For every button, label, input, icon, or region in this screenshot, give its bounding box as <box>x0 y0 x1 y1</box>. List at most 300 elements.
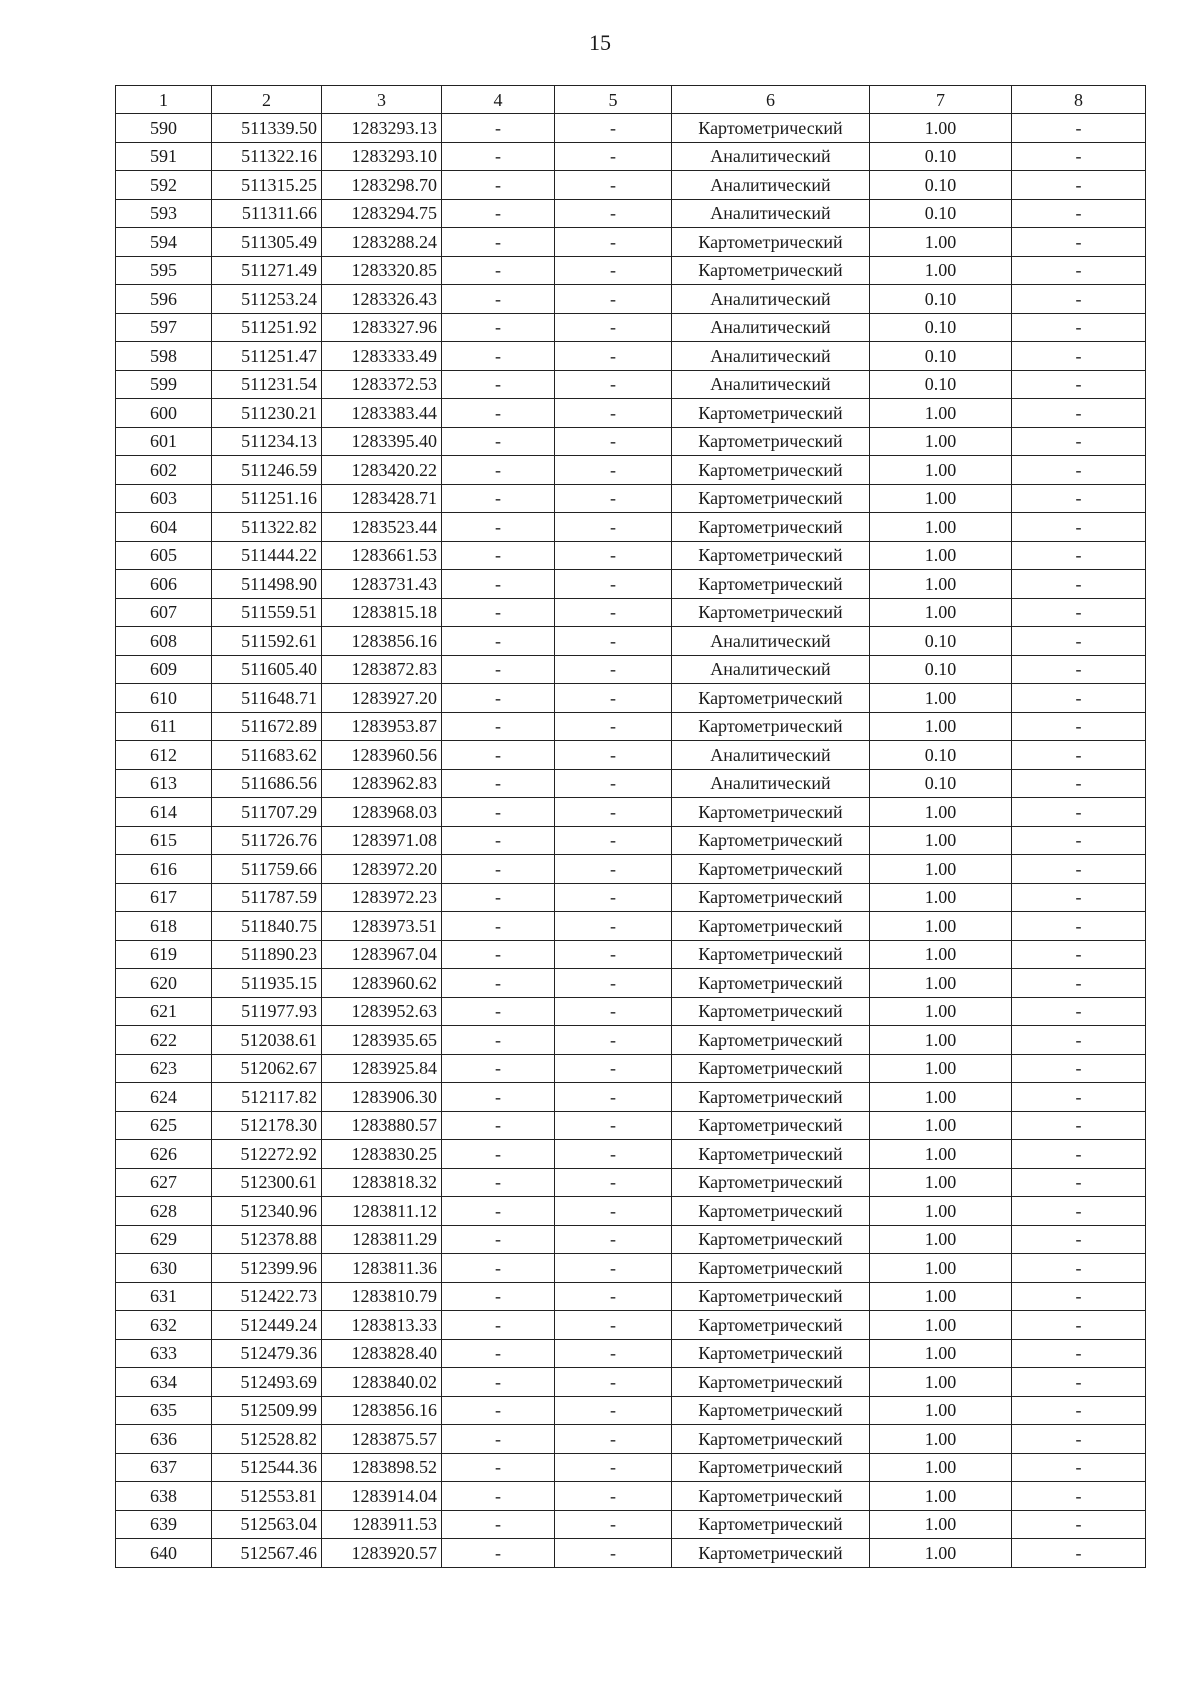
table-cell-col-4: - <box>442 370 555 399</box>
table-cell-col-6: Картометрический <box>672 826 870 855</box>
table-cell-col-1: 604 <box>116 513 212 542</box>
table-cell-col-2: 511648.71 <box>212 684 322 713</box>
table-cell-col-4: - <box>442 1425 555 1454</box>
table-row <box>116 741 1146 770</box>
table-cell-col-5: - <box>555 855 672 884</box>
table-cell-col-6: Картометрический <box>672 114 870 143</box>
table-cell-col-8: - <box>1012 912 1146 941</box>
table-row <box>116 598 1146 627</box>
table-cell-col-7: 0.10 <box>870 199 1012 228</box>
table-cell-col-5: - <box>555 940 672 969</box>
table-cell-col-1: 632 <box>116 1311 212 1340</box>
table-cell-col-7: 1.00 <box>870 114 1012 143</box>
table-cell-col-8: - <box>1012 798 1146 827</box>
table-row <box>116 1054 1146 1083</box>
table-cell-col-2: 512300.61 <box>212 1168 322 1197</box>
table-row <box>116 1453 1146 1482</box>
table-row <box>116 940 1146 969</box>
table-row <box>116 1197 1146 1226</box>
table-cell-col-1: 614 <box>116 798 212 827</box>
table-cell-col-6: Картометрический <box>672 1083 870 1112</box>
table-cell-col-8: - <box>1012 655 1146 684</box>
table-cell-col-8: - <box>1012 684 1146 713</box>
table-cell-col-8: - <box>1012 228 1146 257</box>
table-cell-col-5: - <box>555 1453 672 1482</box>
table-cell-col-3: 1283880.57 <box>322 1111 442 1140</box>
table-cell-col-8: - <box>1012 1396 1146 1425</box>
table-cell-col-1: 619 <box>116 940 212 969</box>
table-cell-col-1: 598 <box>116 342 212 371</box>
table-cell-col-4: - <box>442 570 555 599</box>
table-cell-col-3: 1283911.53 <box>322 1510 442 1539</box>
table-cell-col-1: 636 <box>116 1425 212 1454</box>
table-cell-col-8: - <box>1012 256 1146 285</box>
table-cell-col-7: 1.00 <box>870 883 1012 912</box>
table-cell-col-1: 597 <box>116 313 212 342</box>
table-cell-col-4: - <box>442 399 555 428</box>
table-cell-col-1: 592 <box>116 171 212 200</box>
table-cell-col-6: Картометрический <box>672 712 870 741</box>
table-cell-col-7: 0.10 <box>870 769 1012 798</box>
table-row <box>116 1396 1146 1425</box>
table-cell-col-8: - <box>1012 1453 1146 1482</box>
table-cell-col-2: 511251.92 <box>212 313 322 342</box>
table-row <box>116 912 1146 941</box>
table-cell-col-3: 1283372.53 <box>322 370 442 399</box>
table-cell-col-3: 1283298.70 <box>322 171 442 200</box>
table-cell-col-4: - <box>442 1225 555 1254</box>
table-cell-col-7: 0.10 <box>870 171 1012 200</box>
table-cell-col-8: - <box>1012 969 1146 998</box>
table-cell-col-7: 1.00 <box>870 798 1012 827</box>
table-cell-col-5: - <box>555 798 672 827</box>
table-cell-col-3: 1283967.04 <box>322 940 442 969</box>
table-cell-col-7: 1.00 <box>870 1425 1012 1454</box>
table-cell-col-4: - <box>442 142 555 171</box>
table-cell-col-6: Картометрический <box>672 399 870 428</box>
table-cell-col-1: 609 <box>116 655 212 684</box>
table-row <box>116 313 1146 342</box>
table-cell-col-3: 1283927.20 <box>322 684 442 713</box>
table-cell-col-5: - <box>555 1026 672 1055</box>
table-cell-col-4: - <box>442 1197 555 1226</box>
table-cell-col-3: 1283828.40 <box>322 1339 442 1368</box>
table-cell-col-6: Аналитический <box>672 199 870 228</box>
table-cell-col-2: 512378.88 <box>212 1225 322 1254</box>
table-row <box>116 285 1146 314</box>
column-header-8: 8 <box>1012 86 1146 114</box>
table-cell-col-6: Картометрический <box>672 541 870 570</box>
table-cell-col-7: 1.00 <box>870 1339 1012 1368</box>
table-cell-col-4: - <box>442 741 555 770</box>
table-cell-col-3: 1283293.13 <box>322 114 442 143</box>
table-cell-col-6: Картометрический <box>672 1368 870 1397</box>
table-cell-col-2: 512528.82 <box>212 1425 322 1454</box>
table-cell-col-7: 1.00 <box>870 684 1012 713</box>
table-cell-col-6: Картометрический <box>672 969 870 998</box>
table-cell-col-2: 511322.16 <box>212 142 322 171</box>
table-row <box>116 570 1146 599</box>
table-cell-col-7: 1.00 <box>870 570 1012 599</box>
table-cell-col-1: 621 <box>116 997 212 1026</box>
table-cell-col-4: - <box>442 1140 555 1169</box>
table-cell-col-3: 1283840.02 <box>322 1368 442 1397</box>
table-row <box>116 199 1146 228</box>
table-cell-col-8: - <box>1012 1482 1146 1511</box>
table-cell-col-6: Аналитический <box>672 655 870 684</box>
table-cell-col-5: - <box>555 912 672 941</box>
table-row <box>116 1083 1146 1112</box>
table-cell-col-7: 1.00 <box>870 1054 1012 1083</box>
table-cell-col-4: - <box>442 1026 555 1055</box>
table-cell-col-1: 601 <box>116 427 212 456</box>
table-cell-col-7: 1.00 <box>870 1140 1012 1169</box>
table-cell-col-2: 511231.54 <box>212 370 322 399</box>
table-cell-col-1: 593 <box>116 199 212 228</box>
table-cell-col-5: - <box>555 1254 672 1283</box>
table-cell-col-1: 616 <box>116 855 212 884</box>
table-cell-col-2: 512553.81 <box>212 1482 322 1511</box>
table-cell-col-7: 0.10 <box>870 655 1012 684</box>
table-cell-col-5: - <box>555 1225 672 1254</box>
table-row <box>116 769 1146 798</box>
table-cell-col-3: 1283872.83 <box>322 655 442 684</box>
table-cell-col-4: - <box>442 1054 555 1083</box>
table-cell-col-4: - <box>442 855 555 884</box>
table-cell-col-7: 0.10 <box>870 370 1012 399</box>
table-row <box>116 997 1146 1026</box>
table-row <box>116 1225 1146 1254</box>
table-cell-col-5: - <box>555 456 672 485</box>
table-cell-col-2: 511305.49 <box>212 228 322 257</box>
table-row <box>116 1168 1146 1197</box>
table-cell-col-5: - <box>555 541 672 570</box>
coordinates-table <box>115 85 1146 1568</box>
table-cell-col-5: - <box>555 427 672 456</box>
table-cell-col-2: 511498.90 <box>212 570 322 599</box>
table-cell-col-6: Картометрический <box>672 598 870 627</box>
table-cell-col-7: 1.00 <box>870 598 1012 627</box>
table-cell-col-6: Картометрический <box>672 427 870 456</box>
table-cell-col-4: - <box>442 513 555 542</box>
table-cell-col-4: - <box>442 456 555 485</box>
table-cell-col-3: 1283962.83 <box>322 769 442 798</box>
table-cell-col-2: 511444.22 <box>212 541 322 570</box>
table-cell-col-2: 512449.24 <box>212 1311 322 1340</box>
table-cell-col-5: - <box>555 655 672 684</box>
table-cell-col-6: Картометрический <box>672 513 870 542</box>
table-cell-col-4: - <box>442 541 555 570</box>
table-cell-col-1: 594 <box>116 228 212 257</box>
table-row <box>116 256 1146 285</box>
table-cell-col-8: - <box>1012 1425 1146 1454</box>
table-cell-col-2: 512493.69 <box>212 1368 322 1397</box>
table-cell-col-4: - <box>442 1282 555 1311</box>
table-row <box>116 798 1146 827</box>
table-cell-col-1: 633 <box>116 1339 212 1368</box>
table-cell-col-3: 1283972.20 <box>322 855 442 884</box>
table-cell-col-5: - <box>555 1368 672 1397</box>
table-cell-col-7: 1.00 <box>870 969 1012 998</box>
table-cell-col-7: 1.00 <box>870 1026 1012 1055</box>
table-cell-col-5: - <box>555 969 672 998</box>
table-cell-col-1: 638 <box>116 1482 212 1511</box>
table-cell-col-4: - <box>442 114 555 143</box>
table-cell-col-6: Картометрический <box>672 1539 870 1568</box>
table-cell-col-8: - <box>1012 513 1146 542</box>
table-cell-col-6: Картометрический <box>672 1396 870 1425</box>
table-cell-col-3: 1283972.23 <box>322 883 442 912</box>
table-cell-col-6: Картометрический <box>672 1254 870 1283</box>
table-cell-col-8: - <box>1012 285 1146 314</box>
table-cell-col-4: - <box>442 655 555 684</box>
table-cell-col-1: 639 <box>116 1510 212 1539</box>
table-cell-col-1: 625 <box>116 1111 212 1140</box>
table-cell-col-1: 590 <box>116 114 212 143</box>
table-cell-col-2: 511935.15 <box>212 969 322 998</box>
table-cell-col-8: - <box>1012 541 1146 570</box>
table-cell-col-3: 1283811.36 <box>322 1254 442 1283</box>
table-cell-col-6: Аналитический <box>672 285 870 314</box>
table-cell-col-3: 1283818.32 <box>322 1168 442 1197</box>
table-row <box>116 855 1146 884</box>
table-cell-col-1: 595 <box>116 256 212 285</box>
table-cell-col-8: - <box>1012 1368 1146 1397</box>
table-row <box>116 1510 1146 1539</box>
table-cell-col-8: - <box>1012 1140 1146 1169</box>
table-cell-col-7: 1.00 <box>870 541 1012 570</box>
table-cell-col-3: 1283333.49 <box>322 342 442 371</box>
table-cell-col-6: Картометрический <box>672 1453 870 1482</box>
table-cell-col-7: 1.00 <box>870 1368 1012 1397</box>
table-cell-col-5: - <box>555 1339 672 1368</box>
table-cell-col-1: 634 <box>116 1368 212 1397</box>
table-cell-col-8: - <box>1012 712 1146 741</box>
table-cell-col-3: 1283925.84 <box>322 1054 442 1083</box>
table-cell-col-8: - <box>1012 1168 1146 1197</box>
table-cell-col-2: 512544.36 <box>212 1453 322 1482</box>
table-cell-col-5: - <box>555 1111 672 1140</box>
table-cell-col-4: - <box>442 969 555 998</box>
table-cell-col-4: - <box>442 1368 555 1397</box>
table-cell-col-8: - <box>1012 456 1146 485</box>
table-cell-col-8: - <box>1012 940 1146 969</box>
table-cell-col-1: 617 <box>116 883 212 912</box>
table-cell-col-1: 596 <box>116 285 212 314</box>
table-cell-col-8: - <box>1012 570 1146 599</box>
table-cell-col-4: - <box>442 997 555 1026</box>
table-cell-col-5: - <box>555 684 672 713</box>
table-cell-col-2: 511234.13 <box>212 427 322 456</box>
table-cell-col-8: - <box>1012 1254 1146 1283</box>
table-cell-col-7: 0.10 <box>870 313 1012 342</box>
table-row <box>116 456 1146 485</box>
table-cell-col-8: - <box>1012 1510 1146 1539</box>
column-header-1: 1 <box>116 86 212 114</box>
table-cell-col-7: 1.00 <box>870 997 1012 1026</box>
table-cell-col-6: Картометрический <box>672 855 870 884</box>
table-cell-col-2: 512563.04 <box>212 1510 322 1539</box>
table-row <box>116 1425 1146 1454</box>
table-row <box>116 1140 1146 1169</box>
table-cell-col-6: Картометрический <box>672 570 870 599</box>
table-cell-col-6: Аналитический <box>672 370 870 399</box>
table-cell-col-3: 1283914.04 <box>322 1482 442 1511</box>
table-cell-col-6: Аналитический <box>672 342 870 371</box>
table-cell-col-8: - <box>1012 1225 1146 1254</box>
table-cell-col-2: 511322.82 <box>212 513 322 542</box>
table-cell-col-5: - <box>555 1054 672 1083</box>
table-cell-col-1: 591 <box>116 142 212 171</box>
table-cell-col-4: - <box>442 883 555 912</box>
table-cell-col-2: 511251.47 <box>212 342 322 371</box>
table-cell-col-2: 511230.21 <box>212 399 322 428</box>
page-number: 15 <box>589 30 611 55</box>
table-cell-col-1: 612 <box>116 741 212 770</box>
table-cell-col-3: 1283898.52 <box>322 1453 442 1482</box>
table-cell-col-6: Картометрический <box>672 1168 870 1197</box>
table-row <box>116 712 1146 741</box>
table-cell-col-5: - <box>555 883 672 912</box>
table-cell-col-5: - <box>555 285 672 314</box>
table-cell-col-5: - <box>555 342 672 371</box>
table-cell-col-2: 512117.82 <box>212 1083 322 1112</box>
table-row <box>116 627 1146 656</box>
table-cell-col-1: 600 <box>116 399 212 428</box>
table-cell-col-7: 0.10 <box>870 142 1012 171</box>
table-cell-col-1: 624 <box>116 1083 212 1112</box>
table-cell-col-5: - <box>555 313 672 342</box>
table-cell-col-6: Картометрический <box>672 1425 870 1454</box>
table-cell-col-2: 512509.99 <box>212 1396 322 1425</box>
table-cell-col-6: Картометрический <box>672 456 870 485</box>
table-cell-col-2: 511686.56 <box>212 769 322 798</box>
table-cell-col-8: - <box>1012 883 1146 912</box>
table-cell-col-8: - <box>1012 741 1146 770</box>
table-cell-col-8: - <box>1012 399 1146 428</box>
table-cell-col-3: 1283960.62 <box>322 969 442 998</box>
table-row <box>116 1339 1146 1368</box>
table-row <box>116 969 1146 998</box>
table-cell-col-6: Картометрический <box>672 1482 870 1511</box>
table-cell-col-5: - <box>555 1311 672 1340</box>
table-cell-col-7: 1.00 <box>870 1254 1012 1283</box>
column-header-3: 3 <box>322 86 442 114</box>
table-cell-col-4: - <box>442 256 555 285</box>
table-cell-col-5: - <box>555 997 672 1026</box>
table-cell-col-6: Картометрический <box>672 1311 870 1340</box>
table-cell-col-4: - <box>442 684 555 713</box>
table-header-row <box>116 86 1146 114</box>
table-cell-col-8: - <box>1012 1311 1146 1340</box>
table-cell-col-6: Картометрический <box>672 1225 870 1254</box>
table-cell-col-2: 511605.40 <box>212 655 322 684</box>
table-cell-col-4: - <box>442 712 555 741</box>
table-cell-col-2: 511253.24 <box>212 285 322 314</box>
table-cell-col-3: 1283973.51 <box>322 912 442 941</box>
table-cell-col-7: 1.00 <box>870 1168 1012 1197</box>
table-cell-col-7: 1.00 <box>870 912 1012 941</box>
table-cell-col-7: 0.10 <box>870 627 1012 656</box>
table-row <box>116 826 1146 855</box>
table-cell-col-6: Картометрический <box>672 1111 870 1140</box>
table-cell-col-5: - <box>555 1168 672 1197</box>
table-cell-col-8: - <box>1012 114 1146 143</box>
table-row <box>116 1311 1146 1340</box>
table-cell-col-3: 1283523.44 <box>322 513 442 542</box>
table-cell-col-8: - <box>1012 1197 1146 1226</box>
table-row <box>116 1368 1146 1397</box>
table-cell-col-7: 1.00 <box>870 855 1012 884</box>
table-cell-col-3: 1283288.24 <box>322 228 442 257</box>
table-row <box>116 228 1146 257</box>
table-cell-col-7: 1.00 <box>870 456 1012 485</box>
table-cell-col-3: 1283830.25 <box>322 1140 442 1169</box>
table-cell-col-7: 1.00 <box>870 1396 1012 1425</box>
table-cell-col-6: Аналитический <box>672 142 870 171</box>
table-cell-col-7: 1.00 <box>870 1225 1012 1254</box>
table-cell-col-5: - <box>555 570 672 599</box>
table-cell-col-7: 1.00 <box>870 1311 1012 1340</box>
table-cell-col-3: 1283953.87 <box>322 712 442 741</box>
table-row <box>116 1282 1146 1311</box>
table-cell-col-5: - <box>555 826 672 855</box>
table-cell-col-3: 1283875.57 <box>322 1425 442 1454</box>
table-cell-col-2: 512272.92 <box>212 1140 322 1169</box>
column-header-7: 7 <box>870 86 1012 114</box>
table-row <box>116 484 1146 513</box>
table-cell-col-2: 512038.61 <box>212 1026 322 1055</box>
table-cell-col-4: - <box>442 484 555 513</box>
table-row <box>116 1482 1146 1511</box>
table-cell-col-4: - <box>442 1168 555 1197</box>
table-row <box>116 883 1146 912</box>
table-cell-col-6: Аналитический <box>672 741 870 770</box>
table-cell-col-8: - <box>1012 199 1146 228</box>
table-cell-col-6: Аналитический <box>672 627 870 656</box>
table-cell-col-1: 611 <box>116 712 212 741</box>
table-cell-col-3: 1283428.71 <box>322 484 442 513</box>
table-cell-col-1: 607 <box>116 598 212 627</box>
table-cell-col-2: 511559.51 <box>212 598 322 627</box>
table-cell-col-8: - <box>1012 427 1146 456</box>
table-cell-col-7: 1.00 <box>870 1453 1012 1482</box>
table-cell-col-3: 1283731.43 <box>322 570 442 599</box>
table-cell-col-4: - <box>442 912 555 941</box>
table-cell-col-5: - <box>555 370 672 399</box>
table-cell-col-3: 1283811.12 <box>322 1197 442 1226</box>
table-cell-col-1: 606 <box>116 570 212 599</box>
table-cell-col-3: 1283661.53 <box>322 541 442 570</box>
table-cell-col-4: - <box>442 769 555 798</box>
table-cell-col-3: 1283395.40 <box>322 427 442 456</box>
table-cell-col-1: 608 <box>116 627 212 656</box>
table-cell-col-7: 1.00 <box>870 712 1012 741</box>
table-cell-col-4: - <box>442 427 555 456</box>
table-cell-col-4: - <box>442 1339 555 1368</box>
table-row <box>116 684 1146 713</box>
table-cell-col-3: 1283294.75 <box>322 199 442 228</box>
table-cell-col-8: - <box>1012 1539 1146 1568</box>
table-cell-col-3: 1283952.63 <box>322 997 442 1026</box>
table-cell-col-6: Аналитический <box>672 313 870 342</box>
table-cell-col-1: 628 <box>116 1197 212 1226</box>
table-cell-col-7: 1.00 <box>870 826 1012 855</box>
table-cell-col-5: - <box>555 598 672 627</box>
table-cell-col-7: 1.00 <box>870 940 1012 969</box>
table-cell-col-3: 1283810.79 <box>322 1282 442 1311</box>
table-cell-col-6: Картометрический <box>672 798 870 827</box>
